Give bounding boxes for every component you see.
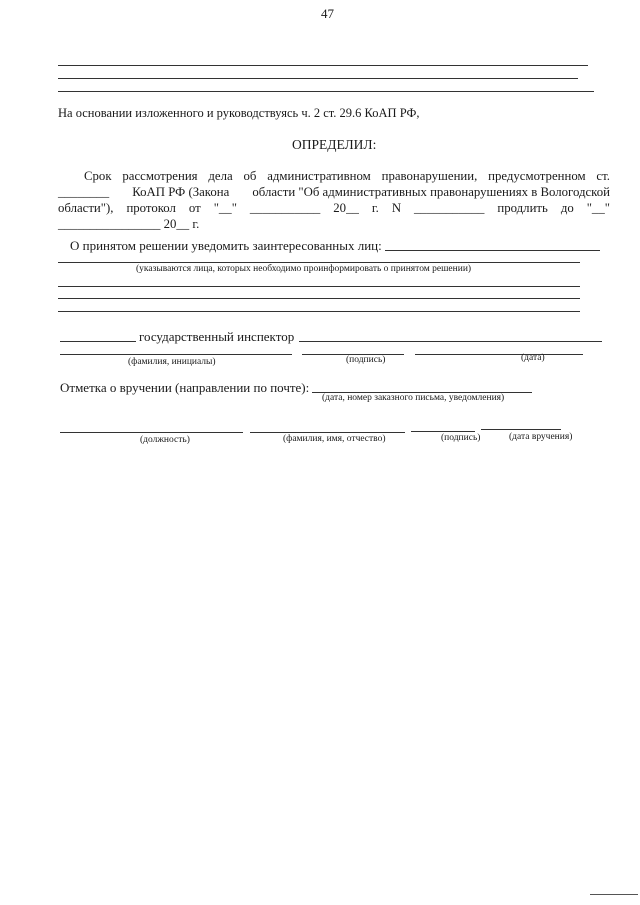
delivery-caption: (дата, номер заказного письма, уведомления) [322,393,505,403]
blank-line [58,91,594,92]
delivery-label: Отметка о вручении (направлении по почте): [60,380,310,395]
word: протокол [126,201,176,215]
word: от [188,201,201,215]
notify-line [58,311,580,312]
notify-label: О принятом решении уведомить заинтересованных лиц: [70,238,382,253]
page-number: 47 [321,6,334,21]
word: "__" [586,201,610,215]
delivery-position-caption: (должность) [140,435,190,445]
delivery-signature-line [411,431,475,432]
notify-caption: (указываются лица, которых необходимо проинформировать о принятом решении) [136,264,472,274]
word: 20__ [333,201,359,215]
word: рассмотрения [122,169,198,183]
decision-paragraph [58,168,610,232]
word: области "Об административных правонарушениях в Вологодской [252,185,610,199]
decision-heading: ОПРЕДЕЛИЛ: [292,137,377,152]
word: предусмотренном [488,169,586,183]
blank-line [58,78,578,79]
notify-line [58,298,580,299]
basis-text: На основании изложенного и руководствуясь ч. 2 ст. 29.6 КоАП РФ, [58,106,420,120]
notify-line [58,286,580,287]
word: N [391,201,402,215]
inspector-prefix-line [60,341,136,342]
scan-edge-line [590,894,638,895]
inspector-name-line [60,354,292,355]
paragraph-line-3 [58,200,610,216]
word: ________ [58,185,110,199]
word: ___________ [414,201,485,215]
delivery-signature-caption: (подпись) [441,433,481,443]
delivery-date-line [481,429,561,430]
paragraph-line-4: ________________ 20__ г. [58,217,200,231]
notify-line [58,262,580,263]
word: г. [371,201,379,215]
word: до [560,201,574,215]
delivery-name-caption: (фамилия, имя, отчество) [283,434,386,444]
inspector-label: государственный инспектор [139,329,295,344]
word: продлить [497,201,548,215]
inspector-date-caption: (дата) [521,353,545,363]
notify-field-line [385,250,600,251]
word: Срок [84,169,112,183]
delivery-position-line [60,432,243,433]
word: административном [267,169,371,183]
inspector-name-caption: (фамилия, инициалы) [128,357,216,367]
inspector-field-line [299,341,602,342]
inspector-date-line [415,354,583,355]
word: КоАП РФ (Закона [132,185,230,199]
word: ___________ [249,201,321,215]
delivery-name-line [250,432,405,433]
word: дела [208,169,233,183]
inspector-signature-caption: (подпись) [346,355,386,365]
word: "__" [213,201,237,215]
delivery-date-caption: (дата вручения) [509,432,573,442]
paragraph-line-1 [58,168,610,184]
blank-line [58,65,588,66]
word: области"), [58,201,114,215]
word: об [243,169,257,183]
word: ст. [596,169,610,183]
paragraph-line-2 [58,184,610,200]
word: правонарушении, [381,169,478,183]
